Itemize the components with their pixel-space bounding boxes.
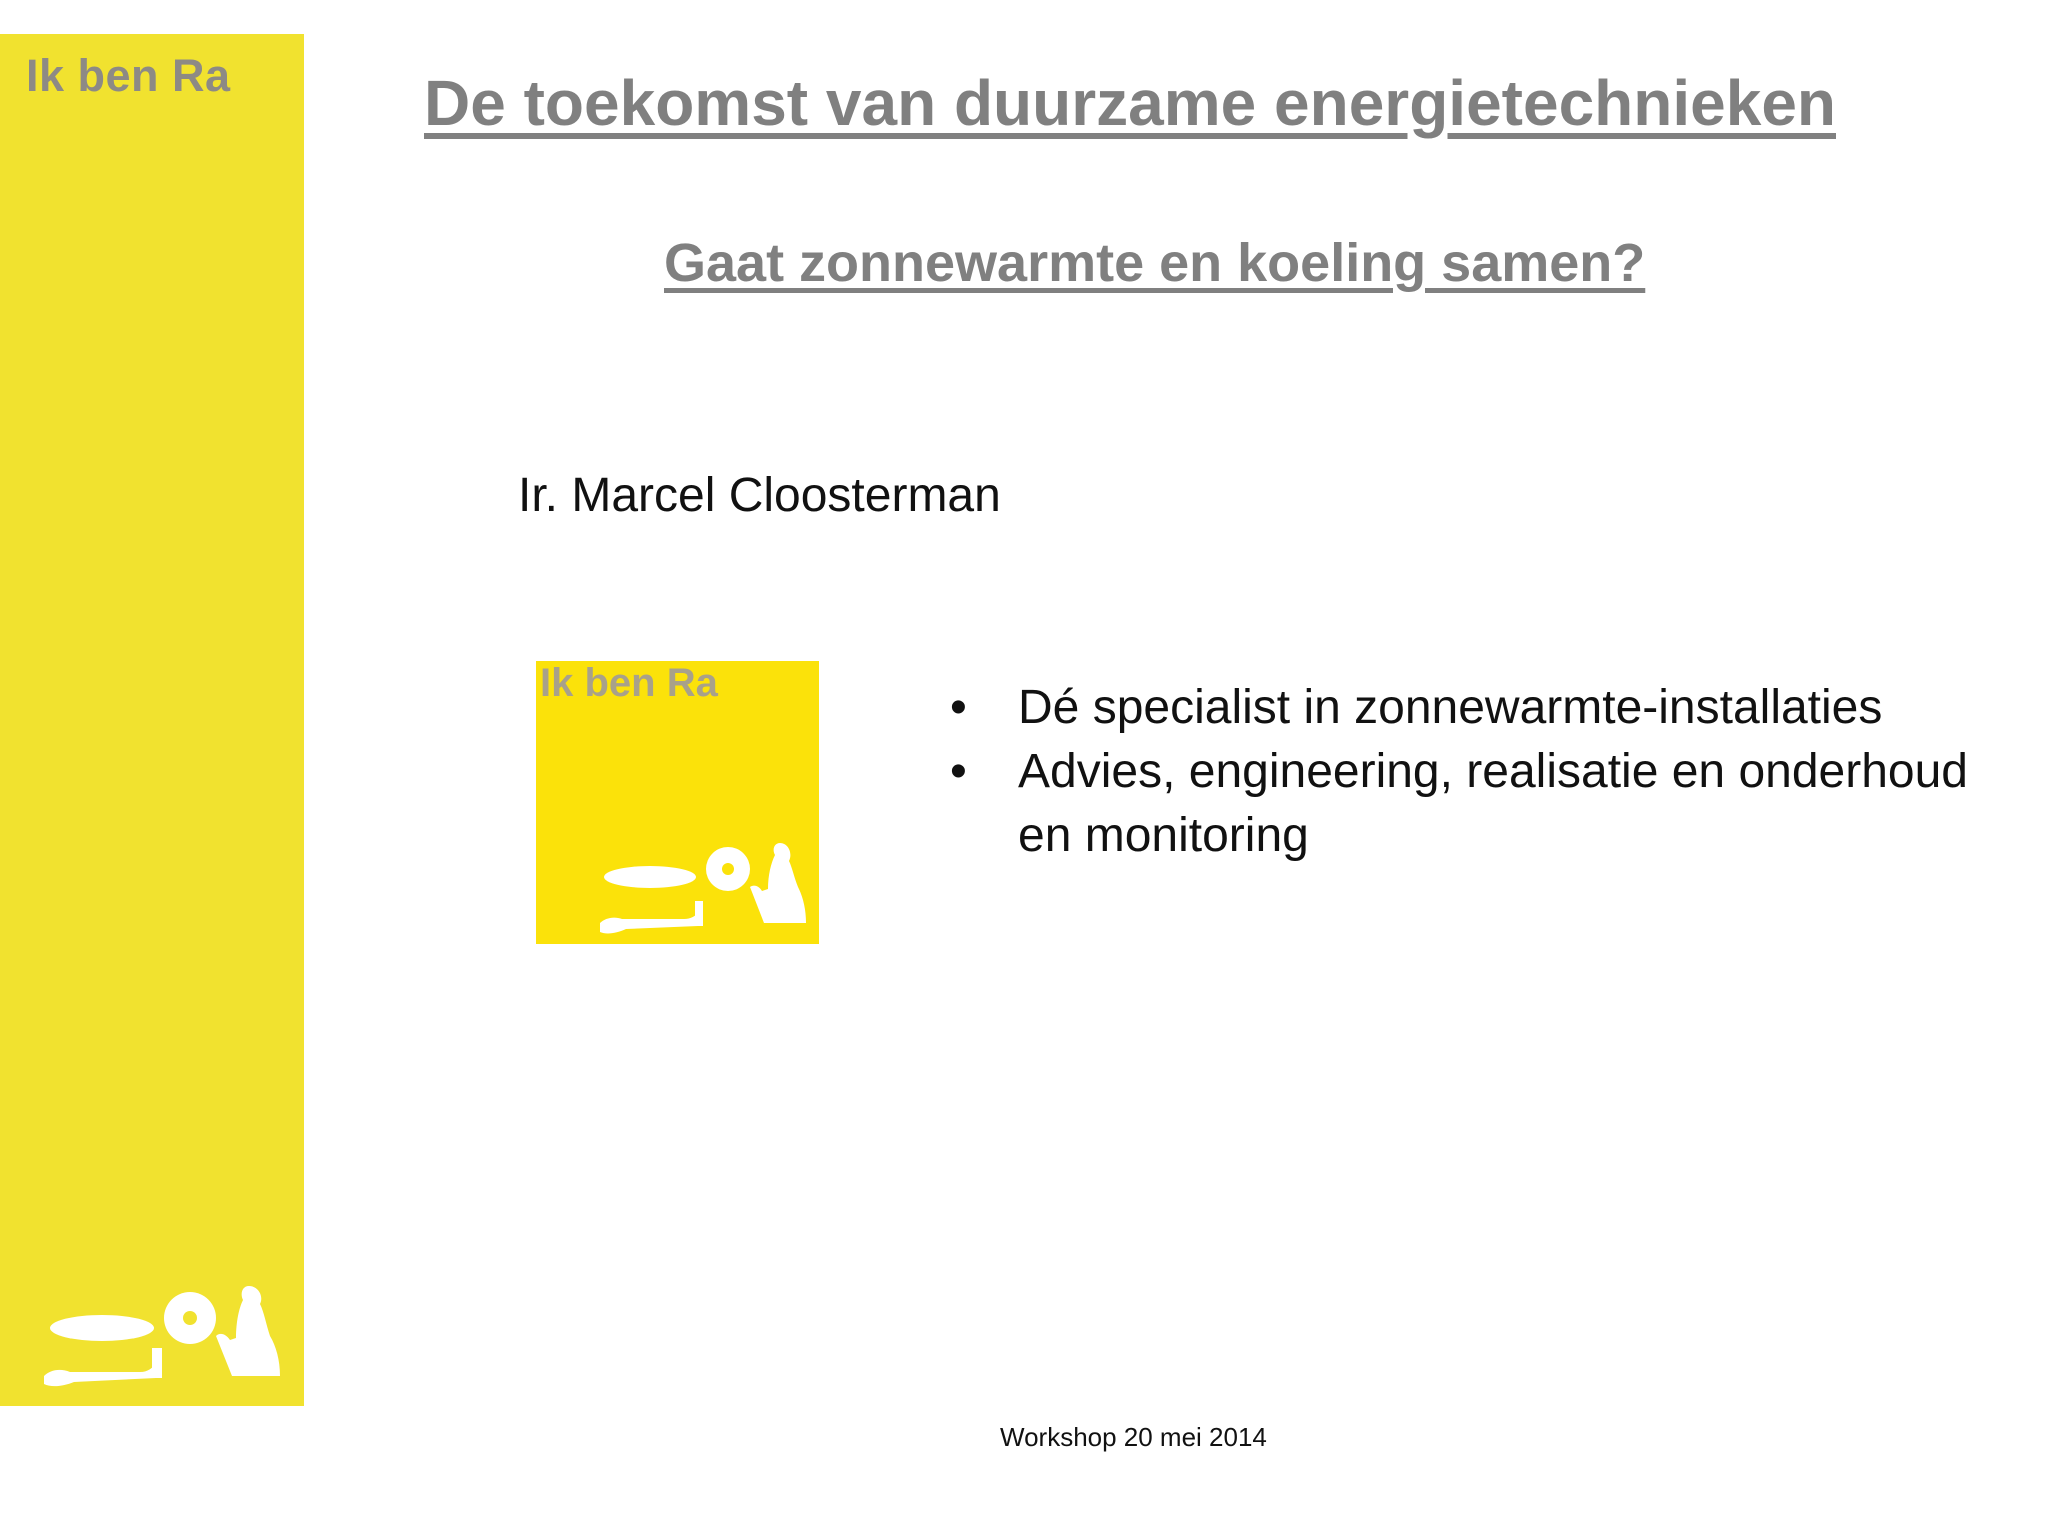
company-logo	[536, 661, 819, 944]
presenter-name: Ir. Marcel Cloosterman	[518, 469, 1001, 522]
slide-title: De toekomst van duurzame energietechnieken	[424, 67, 1836, 139]
bullet-item	[950, 740, 1978, 868]
sun-figure-logo-icon	[44, 1264, 284, 1424]
bullet-marker: •	[950, 745, 967, 798]
footer-text: Workshop 20 mei 2014	[1000, 1422, 1267, 1452]
sun-figure-logo-icon	[600, 831, 810, 941]
bullet-text: Dé specialist in zonnewarmte-installaties	[1018, 681, 1883, 734]
bullet-text: Advies, engineering, realisatie en onderhoud en monitoring	[1018, 745, 1968, 862]
bullet-marker: •	[950, 681, 967, 734]
sidebar-banner	[0, 34, 304, 1406]
logo-brand-text: Ik ben Ra	[540, 661, 718, 705]
bullet-list	[950, 676, 1978, 868]
sidebar-brand-text: Ik ben Ra	[26, 50, 231, 101]
slide-subtitle: Gaat zonnewarmte en koeling samen?	[664, 233, 1646, 293]
bullet-item	[950, 676, 1978, 740]
